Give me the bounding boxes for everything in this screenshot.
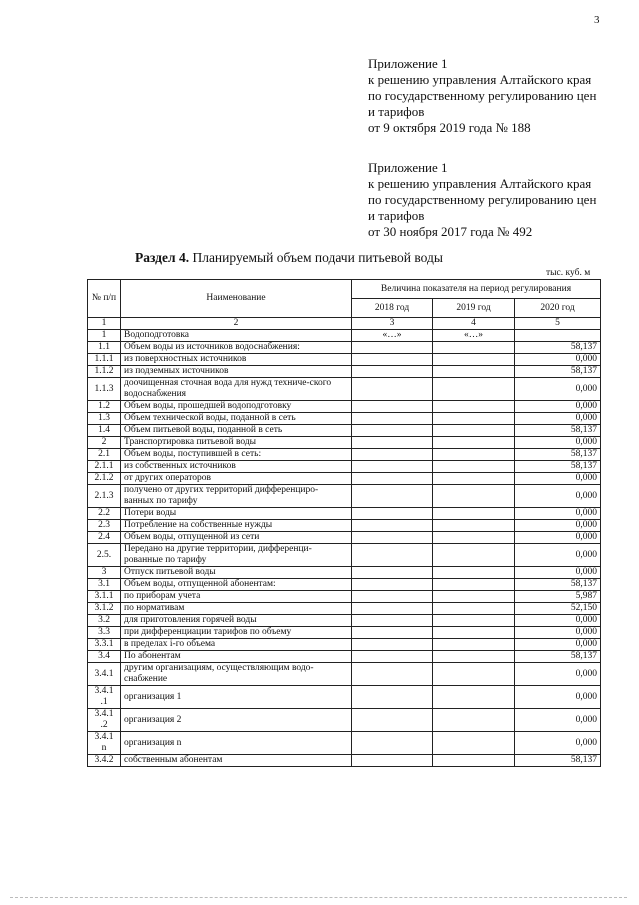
row-number-cell: 3 — [88, 567, 121, 579]
row-number-cell: 3.4.1 .2 — [88, 709, 121, 732]
table-body — [88, 330, 601, 767]
table-row — [88, 579, 601, 591]
table-row — [88, 342, 601, 354]
value-2018-cell: «…» — [352, 330, 433, 342]
value-2018-cell — [352, 532, 433, 544]
value-2020-cell: 0,000 — [515, 485, 601, 508]
row-number-cell: 2.1.3 — [88, 485, 121, 508]
table-row — [88, 330, 601, 342]
value-2020-cell: 58,137 — [515, 579, 601, 591]
appendix-line: от 30 ноября 2017 года № 492 — [368, 224, 533, 239]
value-2019-cell — [433, 473, 515, 485]
value-2020-cell: 0,000 — [515, 615, 601, 627]
value-2018-cell — [352, 508, 433, 520]
column-number: 2 — [121, 318, 352, 330]
row-name-cell: Объем питьевой воды, поданной в сеть — [121, 425, 352, 437]
row-number-cell: 1 — [88, 330, 121, 342]
value-2020-cell: 0,000 — [515, 378, 601, 401]
row-number-cell: 2.1.1 — [88, 461, 121, 473]
value-2018-cell — [352, 732, 433, 755]
appendix-line: Приложение 1 — [368, 160, 448, 175]
value-2020-cell: 0,000 — [515, 732, 601, 755]
value-2018-cell — [352, 413, 433, 425]
table-row — [88, 709, 601, 732]
row-name-cell: при дифференциации тарифов по объему — [121, 627, 352, 639]
value-2018-cell — [352, 651, 433, 663]
appendix-previous — [368, 160, 596, 240]
page-edge-line — [10, 897, 627, 898]
value-2019-cell — [433, 732, 515, 755]
row-name-cell: в пределах i-го объема — [121, 639, 352, 651]
table-row — [88, 413, 601, 425]
value-2020-cell: 0,000 — [515, 663, 601, 686]
row-number-cell: 2.4 — [88, 532, 121, 544]
value-2018-cell — [352, 449, 433, 461]
row-name-cell: Транспортировка питьевой воды — [121, 437, 352, 449]
appendix-line: к решению управления Алтайского края — [368, 72, 592, 87]
value-2019-cell — [433, 508, 515, 520]
section-title — [135, 250, 443, 266]
row-name-cell: по приборам учета — [121, 591, 352, 603]
row-name-cell: Объем воды, прошедшей водоподготовку — [121, 401, 352, 413]
value-2019-cell — [433, 627, 515, 639]
row-number-cell: 3.4 — [88, 651, 121, 663]
table-row — [88, 378, 601, 401]
value-2020-cell: 0,000 — [515, 567, 601, 579]
row-name-cell: для приготовления горячей воды — [121, 615, 352, 627]
row-number-cell: 3.1.2 — [88, 603, 121, 615]
row-number-cell: 1.4 — [88, 425, 121, 437]
value-2018-cell — [352, 473, 433, 485]
value-2019-cell — [433, 591, 515, 603]
value-2019-cell — [433, 579, 515, 591]
value-2019-cell — [433, 413, 515, 425]
appendix-line: к решению управления Алтайского края — [368, 176, 592, 191]
table-row — [88, 520, 601, 532]
value-2020-cell: 0,000 — [515, 473, 601, 485]
table-row — [88, 425, 601, 437]
value-2018-cell — [352, 401, 433, 413]
row-number-cell: 2.1.2 — [88, 473, 121, 485]
row-number-cell: 1.3 — [88, 413, 121, 425]
row-name-cell: получено от других территорий дифференциро-ванных по тарифу — [121, 485, 352, 508]
value-2019-cell — [433, 449, 515, 461]
value-2020-cell: 58,137 — [515, 651, 601, 663]
value-2020-cell: 58,137 — [515, 461, 601, 473]
value-2019-cell — [433, 567, 515, 579]
column-number: 3 — [352, 318, 433, 330]
table-row — [88, 485, 601, 508]
row-name-cell: Водоподготовка — [121, 330, 352, 342]
value-2018-cell — [352, 366, 433, 378]
row-name-cell: Потребление на собственные нужды — [121, 520, 352, 532]
value-2020-cell: 5,987 — [515, 591, 601, 603]
value-2018-cell — [352, 663, 433, 686]
row-number-cell: 3.4.1 n — [88, 732, 121, 755]
section-title-text: Планируемый объем подачи питьевой воды — [192, 250, 443, 265]
value-2020-cell: 0,000 — [515, 520, 601, 532]
value-2020-cell: 58,137 — [515, 425, 601, 437]
value-2019-cell — [433, 401, 515, 413]
value-2018-cell — [352, 378, 433, 401]
header-year-2018: 2018 год — [352, 299, 433, 318]
value-2020-cell: 0,000 — [515, 437, 601, 449]
row-name-cell: из подземных источников — [121, 366, 352, 378]
value-2020-cell: 0,000 — [515, 709, 601, 732]
row-number-cell: 3.2 — [88, 615, 121, 627]
value-2019-cell — [433, 425, 515, 437]
value-2018-cell — [352, 639, 433, 651]
value-2019-cell — [433, 437, 515, 449]
value-2020-cell: 58,137 — [515, 449, 601, 461]
value-2018-cell — [352, 425, 433, 437]
row-number-cell: 3.3 — [88, 627, 121, 639]
row-number-cell: 3.4.1 — [88, 663, 121, 686]
value-2019-cell — [433, 603, 515, 615]
value-2018-cell — [352, 686, 433, 709]
value-2018-cell — [352, 579, 433, 591]
value-2018-cell — [352, 354, 433, 366]
section-label: Раздел 4. — [135, 250, 190, 265]
header-year-2020: 2020 год — [515, 299, 601, 318]
row-name-cell: Объем воды, отпущенной абонентам: — [121, 579, 352, 591]
row-number-cell: 2 — [88, 437, 121, 449]
value-2019-cell — [433, 639, 515, 651]
table-row — [88, 449, 601, 461]
row-name-cell: Объем технической воды, поданной в сеть — [121, 413, 352, 425]
value-2019-cell — [433, 342, 515, 354]
value-2020-cell: 0,000 — [515, 639, 601, 651]
value-2019-cell — [433, 651, 515, 663]
value-2019-cell — [433, 755, 515, 767]
header-name: Наименование — [121, 280, 352, 318]
value-2018-cell — [352, 615, 433, 627]
row-number-cell: 2.5. — [88, 544, 121, 567]
value-2020-cell: 0,000 — [515, 401, 601, 413]
table-row — [88, 567, 601, 579]
table-row — [88, 508, 601, 520]
value-2018-cell — [352, 461, 433, 473]
table-row — [88, 544, 601, 567]
value-2018-cell — [352, 591, 433, 603]
row-name-cell: По абонентам — [121, 651, 352, 663]
row-name-cell: собственным абонентам — [121, 755, 352, 767]
table-row — [88, 366, 601, 378]
table-row — [88, 686, 601, 709]
header-num: № п/п — [88, 280, 121, 318]
row-name-cell: организация 1 — [121, 686, 352, 709]
table-row — [88, 663, 601, 686]
table-row — [88, 354, 601, 366]
row-number-cell: 2.1 — [88, 449, 121, 461]
row-name-cell: организация n — [121, 732, 352, 755]
table-row — [88, 603, 601, 615]
table-row — [88, 401, 601, 413]
row-number-cell: 3.1.1 — [88, 591, 121, 603]
table-row — [88, 437, 601, 449]
value-2018-cell — [352, 709, 433, 732]
value-2018-cell — [352, 544, 433, 567]
column-number: 5 — [515, 318, 601, 330]
row-number-cell: 1.2 — [88, 401, 121, 413]
row-number-cell: 1.1.1 — [88, 354, 121, 366]
value-2019-cell — [433, 461, 515, 473]
water-volume-table — [87, 279, 601, 767]
row-name-cell: Объем воды, отпущенной из сети — [121, 532, 352, 544]
table-row — [88, 591, 601, 603]
value-2018-cell — [352, 627, 433, 639]
value-2018-cell — [352, 342, 433, 354]
value-2019-cell — [433, 663, 515, 686]
value-2020-cell: 0,000 — [515, 508, 601, 520]
value-2019-cell — [433, 485, 515, 508]
value-2020-cell: 0,000 — [515, 544, 601, 567]
value-2019-cell — [433, 366, 515, 378]
value-2020-cell — [515, 330, 601, 342]
row-number-cell: 2.3 — [88, 520, 121, 532]
table-row — [88, 732, 601, 755]
value-2020-cell: 0,000 — [515, 686, 601, 709]
value-2019-cell — [433, 532, 515, 544]
value-2019-cell: «…» — [433, 330, 515, 342]
appendix-line: и тарифов — [368, 104, 425, 119]
table-row — [88, 615, 601, 627]
appendix-line: по государственному регулированию цен — [368, 88, 597, 103]
value-2020-cell: 52,150 — [515, 603, 601, 615]
value-2020-cell: 58,137 — [515, 342, 601, 354]
units-label: тыс. куб. м — [546, 268, 591, 278]
row-number-cell: 3.4.2 — [88, 755, 121, 767]
appendix-line: Приложение 1 — [368, 56, 448, 71]
row-name-cell: Объем воды, поступившей в сеть: — [121, 449, 352, 461]
appendix-current — [368, 56, 596, 136]
row-number-cell: 1.1.3 — [88, 378, 121, 401]
value-2019-cell — [433, 378, 515, 401]
page-number: 3 — [594, 14, 600, 26]
value-2019-cell — [433, 354, 515, 366]
row-number-cell: 3.3.1 — [88, 639, 121, 651]
header-period: Величина показателя на период регулирования — [352, 280, 601, 299]
value-2018-cell — [352, 755, 433, 767]
table-row — [88, 639, 601, 651]
value-2020-cell: 0,000 — [515, 413, 601, 425]
row-number-cell: 1.1.2 — [88, 366, 121, 378]
appendix-line: по государственному регулированию цен — [368, 192, 597, 207]
value-2020-cell: 0,000 — [515, 627, 601, 639]
column-number: 4 — [433, 318, 515, 330]
header-year-2019: 2019 год — [433, 299, 515, 318]
column-number: 1 — [88, 318, 121, 330]
value-2018-cell — [352, 485, 433, 508]
value-2018-cell — [352, 603, 433, 615]
row-name-cell: по нормативам — [121, 603, 352, 615]
row-name-cell: Объем воды из источников водоснабжения: — [121, 342, 352, 354]
row-name-cell: из поверхностных источников — [121, 354, 352, 366]
value-2018-cell — [352, 567, 433, 579]
table-row — [88, 461, 601, 473]
appendix-line: от 9 октября 2019 года № 188 — [368, 120, 531, 135]
value-2020-cell: 58,137 — [515, 755, 601, 767]
row-name-cell: организация 2 — [121, 709, 352, 732]
value-2020-cell: 0,000 — [515, 532, 601, 544]
row-name-cell: Передано на другие территории, дифференци-рованные по тарифу — [121, 544, 352, 567]
row-name-cell: Отпуск питьевой воды — [121, 567, 352, 579]
table-row — [88, 473, 601, 485]
value-2019-cell — [433, 709, 515, 732]
row-number-cell: 3.4.1 .1 — [88, 686, 121, 709]
row-number-cell: 2.2 — [88, 508, 121, 520]
table-row — [88, 651, 601, 663]
value-2019-cell — [433, 544, 515, 567]
value-2018-cell — [352, 437, 433, 449]
value-2019-cell — [433, 686, 515, 709]
row-name-cell: Потери воды — [121, 508, 352, 520]
appendix-line: и тарифов — [368, 208, 425, 223]
table-row — [88, 755, 601, 767]
row-number-cell: 3.1 — [88, 579, 121, 591]
value-2019-cell — [433, 615, 515, 627]
row-number-cell: 1.1 — [88, 342, 121, 354]
row-name-cell: другим организациям, осуществляющим водо-снабжение — [121, 663, 352, 686]
value-2019-cell — [433, 520, 515, 532]
table-row — [88, 627, 601, 639]
value-2020-cell: 0,000 — [515, 354, 601, 366]
row-name-cell: от других операторов — [121, 473, 352, 485]
row-name-cell: из собственных источников — [121, 461, 352, 473]
table-row — [88, 532, 601, 544]
value-2018-cell — [352, 520, 433, 532]
row-name-cell: доочищенная сточная вода для нужд техниче-ского водоснабжения — [121, 378, 352, 401]
value-2020-cell: 58,137 — [515, 366, 601, 378]
